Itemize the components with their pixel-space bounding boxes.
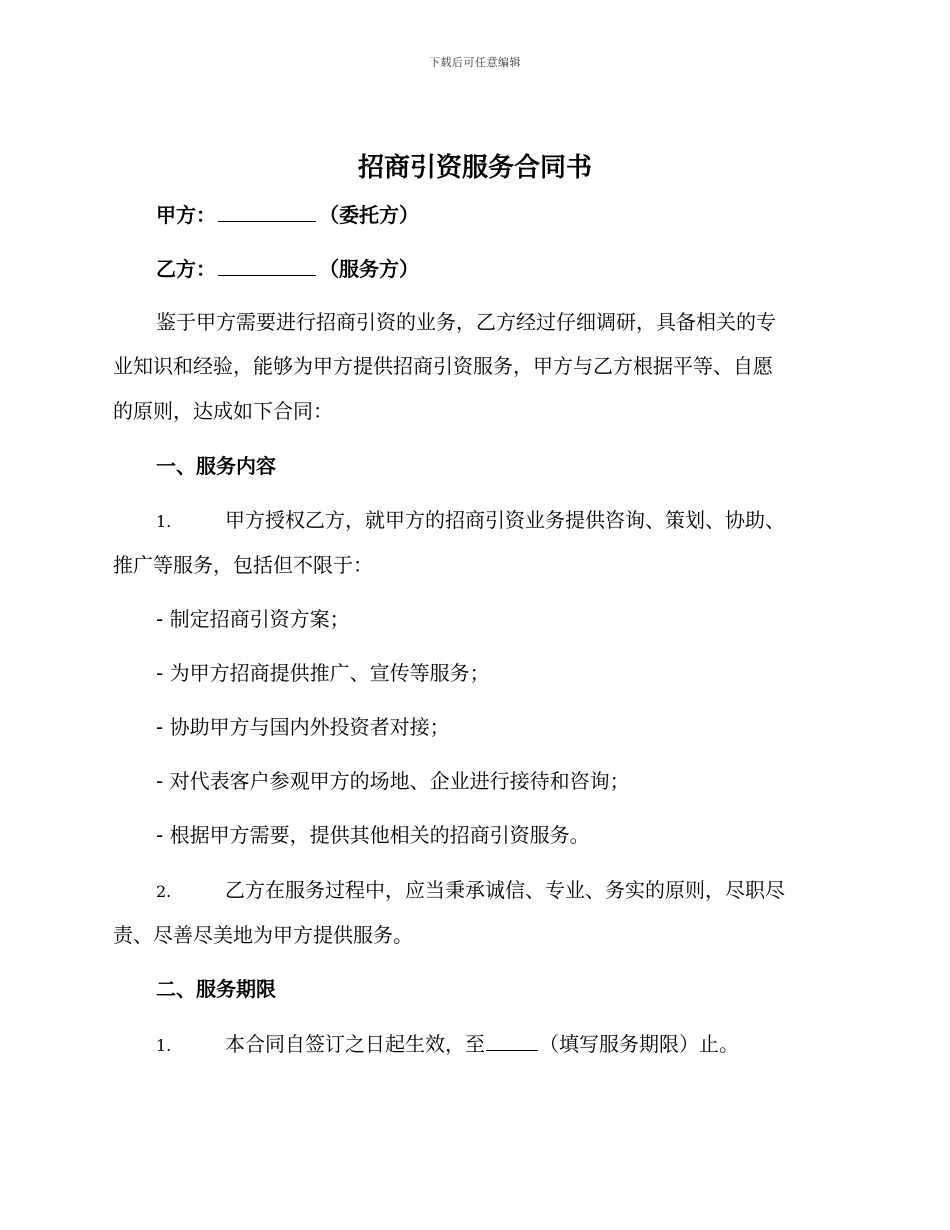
item-number: 2.: [156, 882, 172, 901]
service-item-2-continued: 责、尽善尽美地为甲方提供服务。: [113, 923, 413, 947]
term-text-after: （填写服务期限）止。: [539, 1032, 739, 1056]
intro-line: 业知识和经验，能够为甲方提供招商引资服务，甲方与乙方根据平等、自愿: [113, 354, 773, 378]
service-bullet: - 对代表客户参观甲方的场地、企业进行接待和咨询；: [156, 769, 630, 793]
service-bullet: - 为甲方招商提供推广、宣传等服务；: [156, 661, 490, 685]
service-item-1: [156, 505, 785, 537]
party-a-role: （委托方）: [319, 203, 419, 227]
service-item-2: [156, 875, 785, 907]
party-b-line: [156, 253, 419, 284]
intro-line: 鉴于甲方需要进行招商引资的业务，乙方经过仔细调研，具备相关的专: [156, 310, 776, 334]
service-bullet: - 制定招商引资方案；: [156, 607, 350, 631]
section-heading-service-term: 二、服务期限: [156, 977, 276, 1001]
item-text: 乙方在服务过程中，应当秉承诚信、专业、务实的原则，尽职尽: [225, 878, 785, 902]
item-text: 甲方授权乙方，就甲方的招商引资业务提供咨询、策划、协助、: [225, 508, 785, 532]
term-text-before: 本合同自签订之日起生效，至: [225, 1032, 485, 1056]
section-heading-service-content: 一、服务内容: [156, 454, 276, 478]
party-a-blank: [218, 199, 316, 222]
service-bullet: - 协助甲方与国内外投资者对接；: [156, 715, 450, 739]
party-b-role: （服务方）: [319, 257, 419, 281]
item-number: 1.: [156, 1036, 172, 1055]
service-bullet: - 根据甲方需要，提供其他相关的招商引资服务。: [156, 823, 590, 847]
term-blank: [486, 1028, 538, 1051]
intro-line: 的原则，达成如下合同：: [113, 399, 333, 423]
term-item-1: [156, 1028, 739, 1061]
page-header-note: 下载后可任意编辑: [429, 56, 521, 69]
party-a-line: [156, 199, 419, 230]
item-number: 1.: [156, 512, 172, 531]
document-title: 招商引资服务合同书: [357, 153, 592, 183]
party-b-blank: [218, 253, 316, 276]
party-b-label: 乙方：: [156, 257, 216, 281]
service-item-1-continued: 推广等服务，包括但不限于：: [113, 553, 373, 577]
party-a-label: 甲方：: [156, 203, 216, 227]
